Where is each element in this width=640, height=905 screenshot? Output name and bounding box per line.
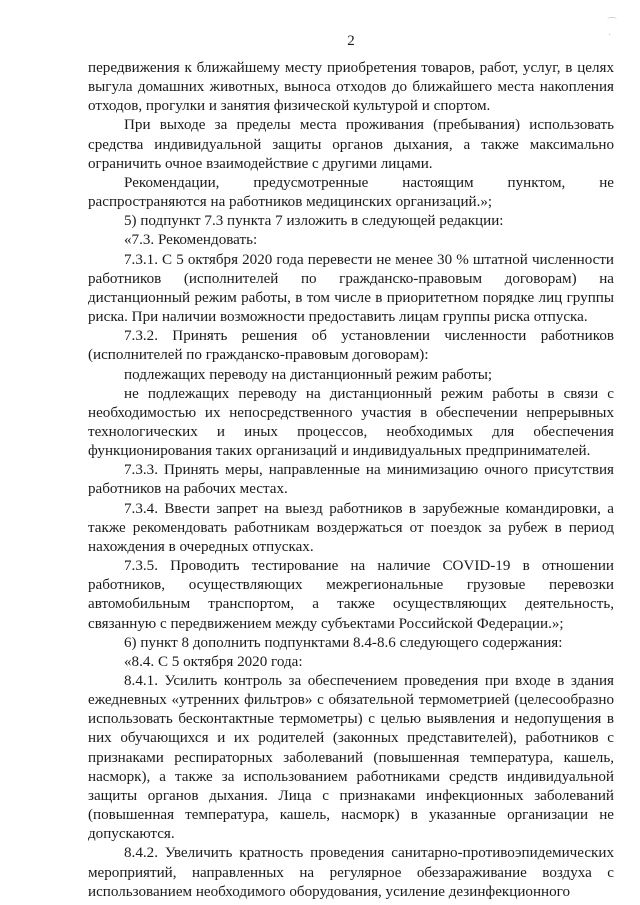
paragraph: 7.3.2. Принять решения об установлении численности работников (исполнителей по гражданско-правовым договорам): (88, 328, 614, 364)
document-body (88, 59, 614, 902)
paragraph: 8.4.2. Увеличить кратность проведения санитарно-противоэпидемических мероприятий, направленных на регулярное обеззараживание воздуха с использованием необходимого оборудования, усиление дезинфекционного (88, 845, 614, 900)
paragraph: 8.4.1. Усилить контроль за обеспечением проведения при входе в здания ежедневных «утренних фильтров» с обязательной термометрией (целесообразно использовать бесконтактные термометры) с целью выявления и недопущения в них обучающихся и их родителей (законных представителей), работников с признаками респираторных заболеваний (повышенная температура, кашель, насморк), а также за использованием работниками средств индивидуальной защиты органов дыхания. Лица с признаками инфекционных заболеваний (повышенная температура, кашель, насморк) в указанные организации не допускаются. (88, 673, 614, 843)
paragraph: 6) пункт 8 дополнить подпунктами 8.4-8.6 следующего содержания: (124, 634, 563, 651)
paragraph: «7.3. Рекомендовать: (124, 232, 258, 249)
page-number: 2 (347, 33, 355, 49)
document-page (88, 0, 614, 905)
paragraph: 7.3.3. Принять меры, направленные на минимизацию очного присутствия работников на рабочих местах. (88, 462, 614, 498)
paragraph: 7.3.5. Проводить тестирование на наличие COVID-19 в отношении работников, осуществляющих межрегиональные грузовые перевозки автомобильным транспортом, а также осуществляющих деятельность, связанную с передвижением между субъектами Российской Федерации.»; (88, 558, 614, 632)
paragraph: При выходе за пределы места проживания (пребывания) использовать средства индивидуальной защиты органов дыхания, а также максимально ограничить очное взаимодействие с другими лицами. (88, 117, 614, 172)
paragraph: передвижения к ближайшему месту приобретения товаров, работ, услуг, в целях выгула домашних животных, выноса отходов до ближайшего места накопления отходов, прогулки и занятия физической культурой и спортом. (88, 60, 614, 115)
paragraph: «8.4. С 5 октября 2020 года: (124, 653, 303, 670)
paragraph: 7.3.4. Ввести запрет на выезд работников в зарубежные командировки, а также рекомендовать работникам воздержаться от поездок за рубеж в период нахождения в очередных отпусках. (88, 500, 614, 555)
scan-artifact: ⁀ · (608, 18, 617, 41)
paragraph: подлежащих переводу на дистанционный режим работы; (124, 366, 493, 383)
paragraph: 5) подпункт 7.3 пункта 7 изложить в следующей редакции: (124, 213, 504, 230)
paragraph: 7.3.1. С 5 октября 2020 года перевести не менее 30 % штатной численности работников (исполнителей по гражданско-правовым договорам) на дистанционный режим работы, в том числе в приоритетном порядке лиц группы риска. При наличии возможности предоставить лицам группы риска отпуска. (88, 251, 614, 326)
paragraph: не подлежащих переводу на дистанционный режим работы в связи с необходимостью их непосредственного участия в обеспечении непрерывных технологических и иных процессов, необходимых для обеспечения функционирования таких организаций и индивидуальных предпринимателей. (88, 385, 614, 460)
paragraph: Рекомендации, предусмотренные настоящим пунктом, не распространяются на работников медицинских организаций.»; (88, 174, 614, 211)
